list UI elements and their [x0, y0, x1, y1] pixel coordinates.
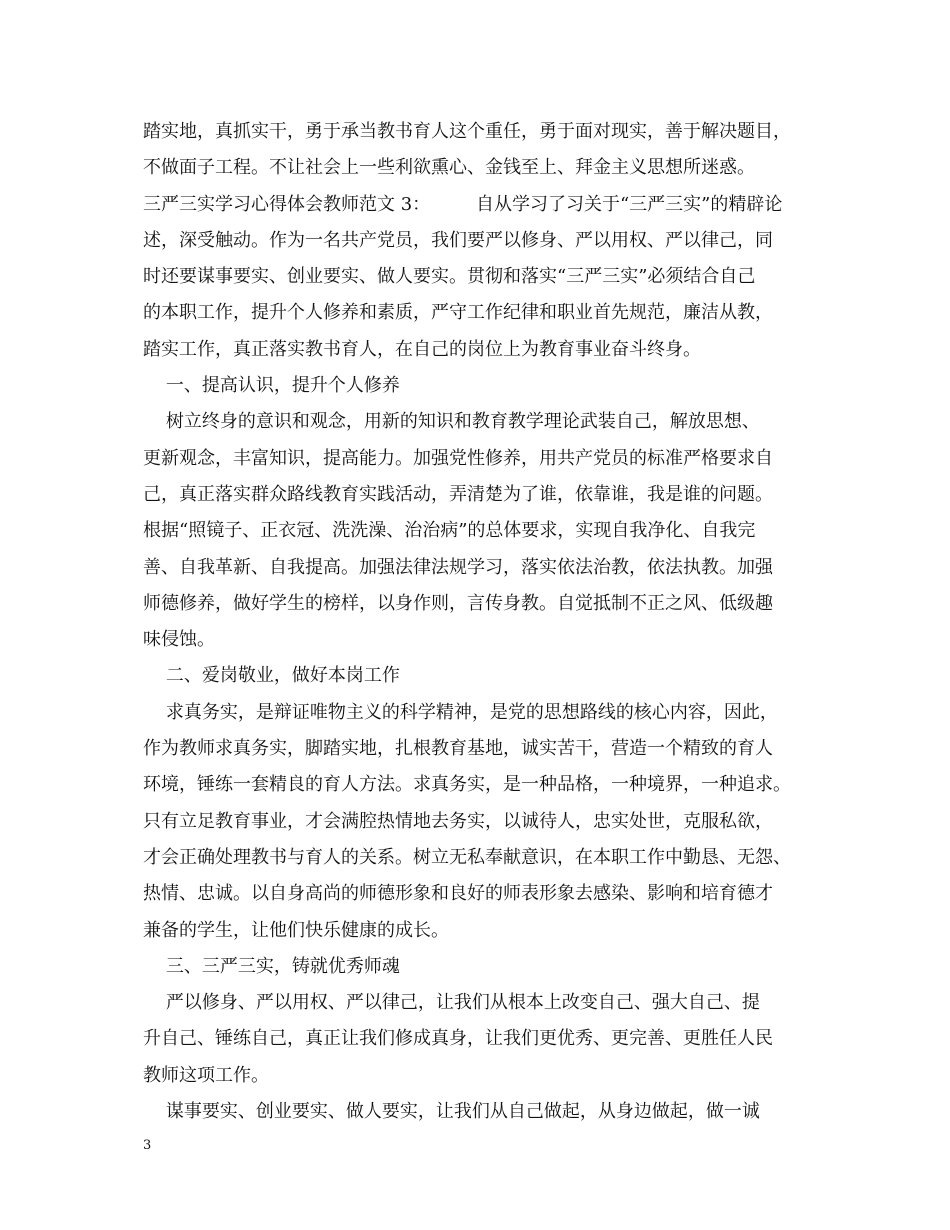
- text-line: 踏实地，真抓实干，勇于承当教书育人这个重任，勇于面对现实，善于解决题目，: [143, 121, 791, 142]
- text-line: 时还要谋事要实、创业要实、做人要实。贯彻和落实“三严三实”必须结合自己: [143, 266, 756, 288]
- document-body: [143, 114, 813, 1130]
- text-line: 才会正确处理教书与育人的关系。树立无私奉献意识，在本职工作中勤恳、无怨、: [143, 846, 791, 868]
- text-line: 踏实工作，真正落实教书育人，在自己的岗位上为教育事业奋斗终身。: [143, 338, 701, 360]
- text-line: 三严三实学习心得体会教师范文 3： 自从学习了习关于“三严三实”的精辟论: [143, 193, 783, 215]
- text-line: 的本职工作，提升个人修养和素质，严守工作纪律和职业首先规范，廉洁从教，: [143, 302, 773, 324]
- text-line: 教师这项工作。: [143, 1064, 269, 1086]
- text-line: 热情、忠诚。以自身高尚的师德形象和良好的师表形象去感染、影响和培育德才: [143, 883, 773, 905]
- text-line: 善、自我革新、自我提高。加强法律法规学习，落实依法治教，依法执教。加强: [143, 556, 773, 578]
- text-line: 谋事要实、创业要实、做人要实，让我们从自己做起，从身边做起，做一诚: [143, 1101, 760, 1123]
- text-line: 只有立足教育事业，才会满腔热情地去务实，以诚待人，忠实处世，克服私欲，: [143, 810, 773, 832]
- text-line: 师德修养，做好学生的榜样，以身作则，言传身教。自觉抵制不正之风、低级趣: [143, 592, 773, 614]
- text-line: 严以修身、严以用权、严以律己，让我们从根本上改变自己、强大自己、提: [143, 992, 760, 1014]
- text-line: 兼备的学生，让他们快乐健康的成长。: [143, 919, 449, 941]
- text-line: 己，真正落实群众路线教育实践活动，弄清楚为了谁，依靠谁，我是谁的问题。: [143, 483, 773, 505]
- text-line: 根据“照镜子、正衣冠、洗洗澡、治治病”的总体要求，实现自我净化、自我完: [143, 520, 756, 542]
- text-line: 不做面子工程。不让社会上一些利欲熏心、金钱至上、拜金主义思想所迷惑。: [143, 157, 755, 179]
- text-line: 述，深受触动。作为一名共产党员，我们要严以修身、严以用权、严以律己，同: [143, 229, 773, 251]
- text-line: 一、提高认识，提升个人修养: [143, 375, 400, 397]
- text-line: 升自己、锤练自己，真正让我们修成真身，让我们更优秀、更完善、更胜任人民: [143, 1028, 773, 1050]
- text-line: 求真务实，是辩证唯物主义的科学精神，是党的思想路线的核心内容，因此，: [143, 701, 778, 723]
- text-line: 二、爱岗敬业，做好本岗工作: [143, 665, 400, 687]
- text-line: 环境，锤练一套精良的育人方法。求真务实，是一种品格，一种境界，一种追求。: [143, 774, 791, 796]
- text-line: 作为教师求真务实，脚踏实地，扎根教育基地，诚实苦干，营造一个精致的育人: [143, 738, 773, 760]
- text-line: 味侵蚀。: [143, 629, 215, 651]
- text-line: 树立终身的意识和观念，用新的知识和教育教学理论武装自己，解放思想、: [143, 411, 760, 433]
- text-line: 三、三严三实，铸就优秀师魂: [143, 955, 400, 977]
- page-number: 3: [143, 1138, 152, 1153]
- text-line: 更新观念，丰富知识，提高能力。加强党性修养，用共产党员的标准严格要求自: [143, 447, 773, 469]
